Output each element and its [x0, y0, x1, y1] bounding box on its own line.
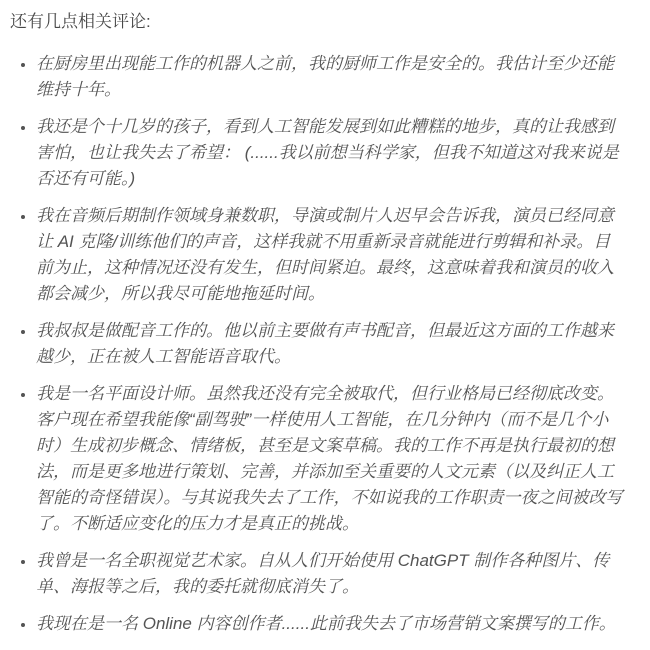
comment-item: • 我曾是一名全职视觉艺术家。自从人们开始使用 ChatGPT 制作各种图片、传单、海报等之后，我的委托就彻底消失了。	[36, 548, 624, 600]
comment-item: • 我是一名平面设计师。虽然我还没有完全被取代，但行业格局已经彻底改变。客户现在希望我能像“副驾驶”一样使用人工智能，在几分钟内（而不是几个小时）生成初步概念、情绪板，甚至是文案草稿。我的工作不再是执行最初的想法，而是更多地进行策划、完善，并添加至关重要的人文元素（以及纠正人工智能的奇怪错误）。与其说我失去了工作，不如说我的工作职责一夜之间被改写了。不断适应变化的压力才是真正的挑战。	[36, 381, 624, 537]
comment-item: • 在厨房里出现能工作的机器人之前，我的厨师工作是安全的。我估计至少还能维持十年。	[36, 51, 624, 103]
intro-line: 还有几点相关评论:	[10, 12, 151, 31]
comment-item: • 我叔叔是做配音工作的。他以前主要做有声书配音，但最近这方面的工作越来越少，正在被人工智能语音取代。	[36, 318, 624, 370]
comment-item: • 我现在是一名 Online 内容创作者......此前我失去了市场营销文案撰写的工作。	[36, 611, 624, 637]
comment-list	[10, 51, 624, 637]
comment-item: • 我在音频后期制作领域身兼数职，导演或制片人迟早会告诉我，演员已经同意让 AI 克隆/训练他们的声音，这样我就不用重新录音就能进行剪辑和补录。目前为止，这种情况还没有发生，但时间紧迫。最终，这意味着我和演员的收入都会减少，所以我尽可能地拖延时间。	[36, 203, 624, 307]
comment-item: • 我还是个十几岁的孩子，看到人工智能发展到如此糟糕的地步，真的让我感到害怕，也让我失去了希望： (......我以前想当科学家，但我不知道这对我来说是否还有可能。)	[36, 114, 624, 192]
